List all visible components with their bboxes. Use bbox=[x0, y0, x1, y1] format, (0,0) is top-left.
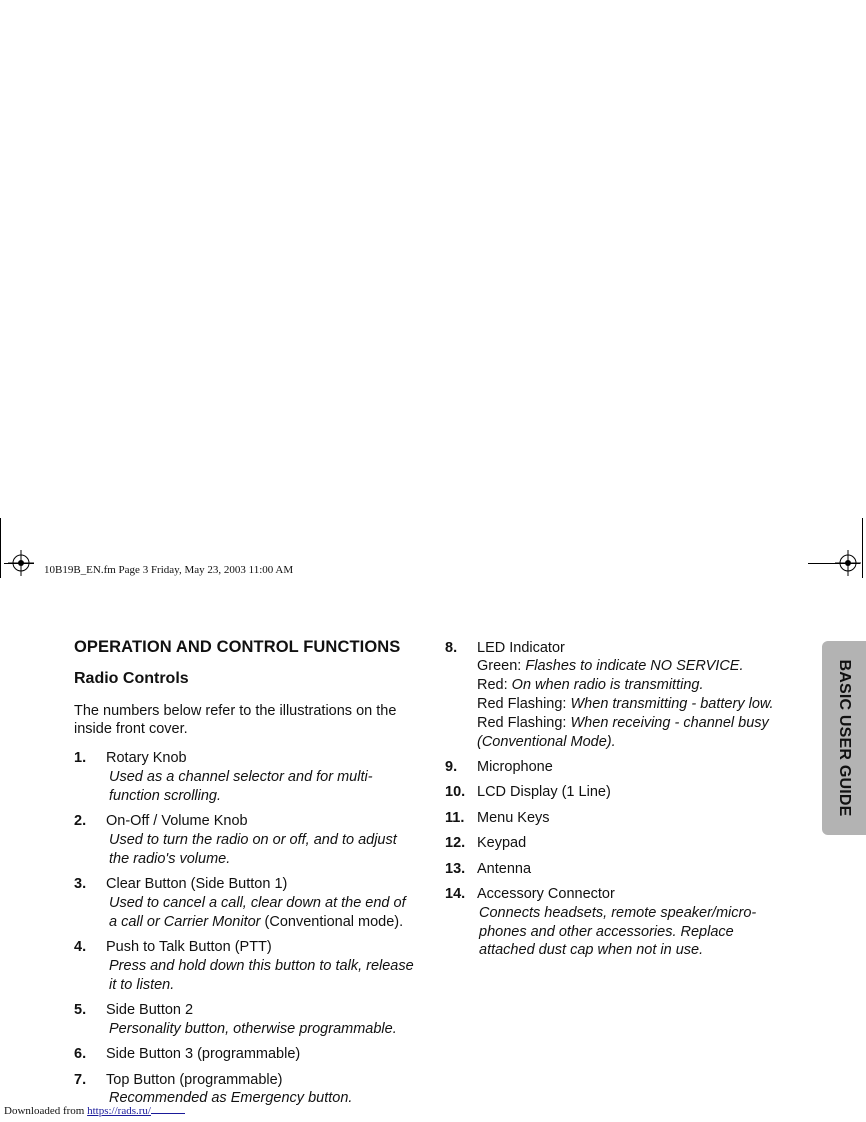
item-label: Clear Button (Side Button 1) bbox=[106, 876, 288, 892]
led-state: Green: Flashes to indicate NO SERVICE. bbox=[477, 658, 744, 674]
item-description: Used to turn the radio on or off, and to adjust bbox=[109, 832, 397, 848]
item-label: LED Indicator bbox=[477, 640, 565, 656]
item-number: 13. bbox=[445, 861, 466, 877]
item-number: 6. bbox=[74, 1046, 87, 1062]
list-item bbox=[74, 812, 434, 872]
list-item bbox=[74, 875, 434, 935]
list-item bbox=[445, 860, 815, 880]
item-description: it to listen. bbox=[109, 977, 175, 993]
item-description: the radio's volume. bbox=[109, 851, 231, 867]
item-number: 2. bbox=[74, 813, 87, 829]
list-item bbox=[445, 885, 815, 965]
side-tab bbox=[822, 641, 866, 835]
item-description: Connects headsets, remote speaker/micro- bbox=[479, 905, 757, 921]
list-item bbox=[74, 1001, 434, 1041]
list-item bbox=[74, 938, 434, 998]
registration-mark-left-icon bbox=[8, 550, 34, 576]
crop-mark-right bbox=[862, 518, 863, 578]
item-number: 10. bbox=[445, 784, 466, 800]
item-description: a call or Carrier Monitor (Conventional mode). bbox=[109, 914, 404, 930]
list-item bbox=[445, 639, 815, 754]
item-number: 9. bbox=[445, 759, 458, 775]
item-description: attached dust cap when not in use. bbox=[479, 942, 704, 958]
list-item bbox=[445, 834, 815, 854]
intro-paragraph: The numbers below refer to the illustrations on the inside front cover. bbox=[74, 703, 397, 737]
item-number: 3. bbox=[74, 876, 87, 892]
download-footer bbox=[4, 1104, 185, 1117]
item-number: 8. bbox=[445, 640, 458, 656]
item-label: On-Off / Volume Knob bbox=[106, 813, 248, 829]
led-state: Red Flashing: When transmitting - battery low. bbox=[477, 696, 774, 712]
item-label: Side Button 3 (programmable) bbox=[106, 1046, 301, 1062]
item-description: Recommended as Emergency button. bbox=[109, 1090, 353, 1106]
item-number: 12. bbox=[445, 835, 466, 851]
item-number: 14. bbox=[445, 886, 466, 902]
item-number: 5. bbox=[74, 1002, 87, 1018]
item-label: Rotary Knob bbox=[106, 750, 187, 766]
item-label: Antenna bbox=[477, 861, 532, 877]
item-label: Accessory Connector bbox=[477, 886, 615, 902]
list-item bbox=[445, 809, 815, 829]
link-underline bbox=[151, 1104, 185, 1114]
led-state: Red Flashing: When receiving - channel busy bbox=[477, 715, 769, 731]
item-description: Press and hold down this button to talk, release bbox=[109, 958, 414, 974]
subsection-title: Radio Controls bbox=[74, 670, 189, 687]
list-item bbox=[445, 758, 815, 778]
footer-prefix: Downloaded from bbox=[4, 1105, 88, 1117]
item-description: phones and other accessories. Replace bbox=[479, 924, 734, 940]
item-label: Top Button (programmable) bbox=[106, 1072, 283, 1088]
crop-mark-left bbox=[0, 518, 1, 578]
item-number: 1. bbox=[74, 750, 87, 766]
item-label: Menu Keys bbox=[477, 810, 550, 826]
item-label: Push to Talk Button (PTT) bbox=[106, 939, 272, 955]
list-item bbox=[74, 749, 434, 809]
list-item bbox=[445, 783, 815, 803]
item-description: function scrolling. bbox=[109, 788, 222, 804]
item-label: Keypad bbox=[477, 835, 527, 851]
item-label: Microphone bbox=[477, 759, 553, 775]
led-state: (Conventional Mode). bbox=[477, 734, 616, 750]
section-title: OPERATION AND CONTROL FUNCTIONS bbox=[74, 638, 401, 656]
side-tab-label: BASIC USER GUIDE bbox=[836, 659, 853, 817]
item-number: 11. bbox=[445, 810, 465, 826]
list-item bbox=[74, 1045, 434, 1065]
file-info-header: 10B19B_EN.fm Page 3 Friday, May 23, 2003 11:00 AM bbox=[44, 564, 294, 576]
footer-link[interactable]: https://rads.ru/ bbox=[87, 1105, 151, 1117]
item-label: Side Button 2 bbox=[106, 1002, 194, 1018]
item-description: Used as a channel selector and for multi- bbox=[109, 769, 373, 785]
item-label: LCD Display (1 Line) bbox=[477, 784, 611, 800]
item-description: Used to cancel a call, clear down at the end of bbox=[109, 895, 406, 911]
item-number: 4. bbox=[74, 939, 87, 955]
led-state: Red: On when radio is transmitting. bbox=[477, 677, 704, 693]
item-description: Personality button, otherwise programmable. bbox=[109, 1021, 397, 1037]
registration-mark-right-icon bbox=[835, 550, 861, 576]
item-number: 7. bbox=[74, 1072, 87, 1088]
